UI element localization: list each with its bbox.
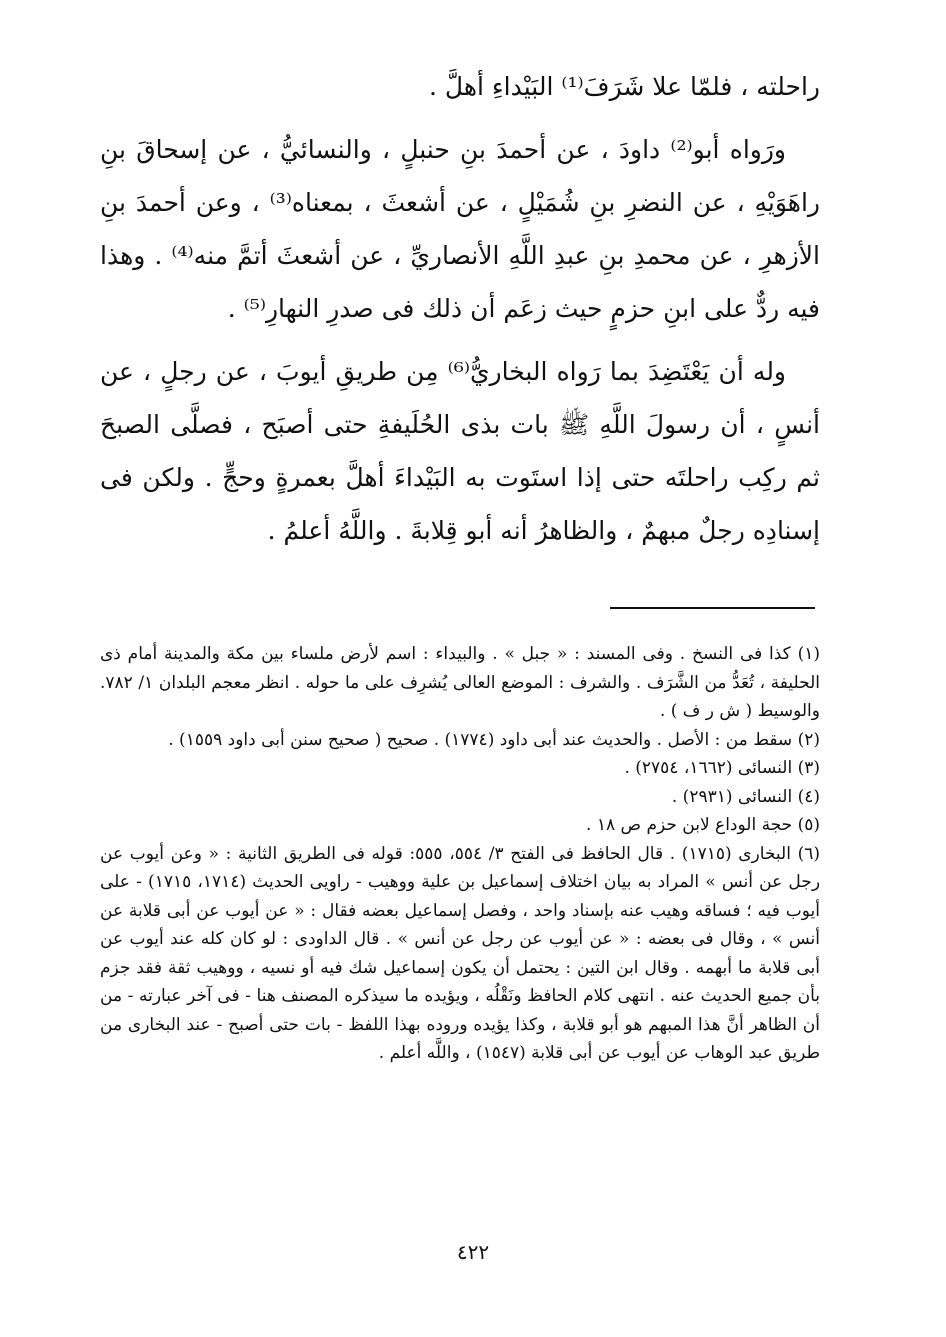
footnote-6: (٦) البخارى (١٧١٥) . قال الحافظ فى الفتح ٣/ ٥٥٤، ٥٥٥: قوله فى الطريق الثانية : « وعن أيوب عن رجل عن أنس » المراد به بيان اختلاف إسماعيل بن علية ووهيب - راويى الحديث (١٧١٤، ١٧١٥) - على أيوب فيه ؛ فساقه وهيب عنه بإسناد واحد ، وفصل إسماعيل بعضه فقال : « عن أيوب عن أبى قلابة عن أنس » ، وقال فى بعضه : « عن أيوب عن رجل عن أنس » . قال الداودى : لو كان كله عند أيوب عن أبى قلابة ما أبهمه . وقال ابن التين : يحتمل أن يكون إسماعيل شك فيه أو نسيه ، ووهيب ثقة فقد جزم بأن جميع الحديث عنه . انتهى كلام الحافظ ونَقْلُه ، ويؤيده ما سيذكره المصنف هنا - فى آخر عبارته - من أن الظاهر أنَّ هذا المبهم هو أبو قلابة ، وكذا يؤيده وروده بهذا اللفظ - بات حتى أصبح - عند البخارى من طريق عبد الوهاب عن أيوب عن أبى قلابة (١٥٤٧) ، واللَّه أعلم . xyxy=(100,843,821,1063)
page-number: ٤٢٢ xyxy=(456,1240,490,1264)
footnote-4: (٤) النسائى (٢٩٣١) . xyxy=(671,786,820,807)
footnote-3: (٣) النسائى (١٦٦٢، ٢٧٥٤) . xyxy=(624,758,820,778)
main-paragraph-3: وله أن يَعْتَضِدَ بما رَواه البخاريُّ⁽⁶⁾ مِن طريقِ أيوبَ ، عن رجلٍ ، عن أنسٍ ، أن رسولَ اللَّهِ ﷺ بات بذى الحُلَيفةِ حتى أصبَح ، فصلَّى الصبحَ ثم ركِب راحلتَه حتى إذا استَوت به البَيْداءَ أهلَّ بعمرةٍ وحجٍّ . ولكن فى إسنادِه رجلٌ مبهمٌ ، والظاهرُ أنه أبو قِلابةَ . واللَّهُ أعلمُ . xyxy=(100,357,820,545)
main-text xyxy=(100,60,820,557)
main-paragraph-1: راحلته ، فلمّا علا شَرَفَ⁽¹⁾ البَيْداءِ أهلَّ . xyxy=(429,72,820,101)
footnote-1: (١) كذا فى النسخ . وفى المسند : « جبل » . والبيداء : اسم لأرض ملساء بين مكة والمدينة أمام ذى الحليفة ، تُعَدُّ من الشَّرَف . والشرف : الموضع العالى يُشرِف على ما حوله . انظر معجم البلدان ١/ ٧٨٢. والوسيط ( ش ر ف ) . xyxy=(100,644,820,721)
footnote-5: (٥) حجة الوداع لابن حزم ص ١٨ . xyxy=(586,815,820,835)
footnotes xyxy=(100,640,820,1068)
footnote-separator xyxy=(610,607,815,609)
footnote-2: (٢) سقط من : الأصل . والحديث عند أبى داود (١٧٧٤) . صحيح ( صحيح سنن أبى داود ١٥٥٩) . xyxy=(168,729,820,750)
main-paragraph-2: ورَواه أبو⁽²⁾ داودَ ، عن أحمدَ بنِ حنبلٍ ، والنسائيُّ ، عن إسحاقَ بنِ راهَوَيْهِ ، عن النضرِ بنِ شُمَيْلٍ ، عن أشعثَ ، بمعناه⁽³⁾ ، وعن أحمدَ بنِ الأزهرِ ، عن محمدِ بنِ عبدِ اللَّهِ الأنصاريِّ ، عن أشعثَ أتمَّ منه⁽⁴⁾ . وهذا فيه ردٌّ على ابنِ حزمٍ حيث زعَم أن ذلك فى صدرِ النهارِ⁽⁵⁾ . xyxy=(100,135,820,323)
